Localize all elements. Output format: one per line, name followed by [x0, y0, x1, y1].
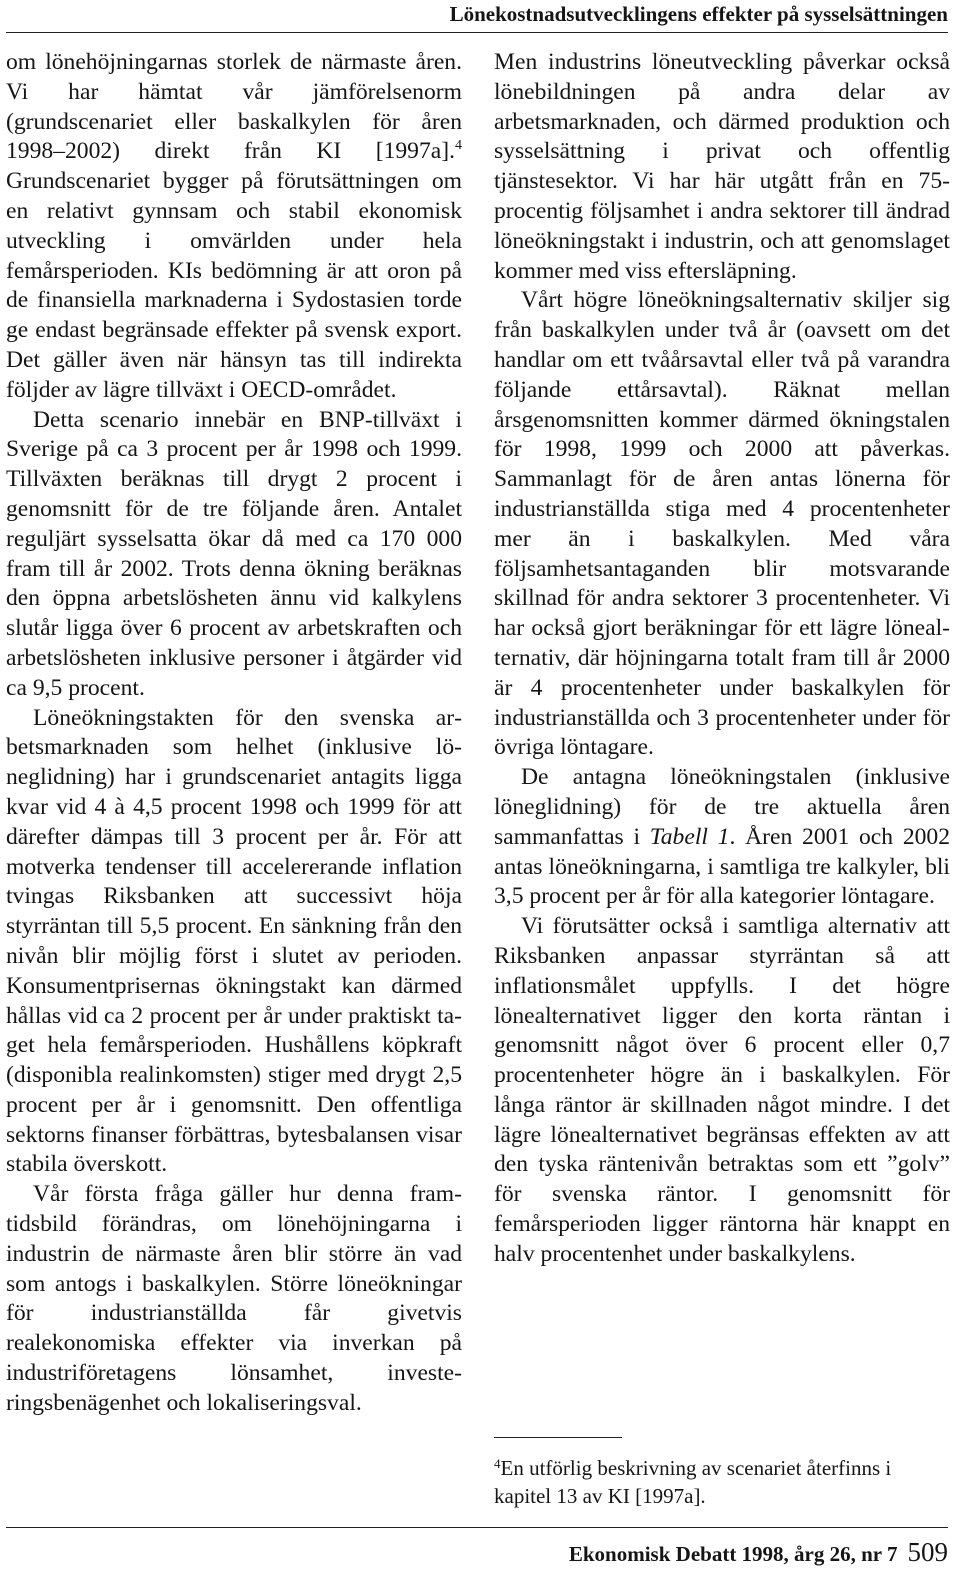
left-paragraph-1	[6, 48, 462, 406]
left-p1-text-start: om lönehöjningarnas storlek de närmaste åren. Vi har hämtat vår jämförelsenorm (grundscenariet eller baskalkylen för åren 1998–2002) direkt från KI [1997a].	[6, 49, 462, 165]
left-column	[6, 48, 462, 1419]
right-p3-text-end: . Åren 2001 och 2002 antas löneökningarna, i samtliga tre kalkyler, bli 3,5 procent per år för alla kategorier löntagare.	[494, 823, 951, 910]
running-header: Lönekostnadsutvecklingens effekter på sysselsättningen	[449, 2, 948, 26]
footnote-marker: 4	[494, 1456, 501, 1471]
left-p1-text-end: Grundscenariet bygger på förutsättningen om en relativt gynnsam och stabil ekonomisk utveckling i omvärlden under hela femårsperioden. KIs bedömning är att oron på de finansiella marknaderna i Sydostasien torde ge endast begränsade effekter på svensk export. Det gäller även när hänsyn tas till indirekta följder av lägre tillväxt i OECD-området.	[6, 168, 462, 403]
right-paragraph-3	[494, 763, 950, 912]
left-paragraph-4: Vår första fråga gäller hur denna framtidsbild förändras, om lönehöjningarna i industrin de närmaste åren blir större än vad som antogs i baskalkylen. Större löneökningar för industrianställda får givetvis realekonomiska effekter via inverkan på industriföretagens lönsamhet, investeringsbenägenhet och lokaliseringsval.	[6, 1181, 462, 1416]
footnote	[494, 1454, 950, 1510]
right-paragraph-4: Vi förutsätter också i samtliga alternativ att Riksbanken anpassar styrräntan så att inflationsmålet uppfylls. I det högre lönealternativet ligger den korta räntan i genomsnitt något över 6 procent eller 0,7 procentenheter högre än i baskalkylen. För långa räntor är skillnaden något mindre. I det lägre lönealternativet begränsas effekten av att den tyska räntenivån betraktas som ett ”golv” för svenska räntor. I genomsnitt för femårsperioden ligger räntorna här knappt en halv procentenhet under baskalkylens.	[494, 913, 950, 1267]
table-reference: Tabell 1	[649, 823, 730, 850]
right-p3-text-start: De antagna löneökningstalen (inklusive löneglidning) för de tre aktuella åren sammanfattas i	[494, 764, 950, 850]
footer-rule	[6, 1527, 948, 1528]
right-column	[494, 48, 950, 1270]
left-paragraph-3: Löneökningstakten för den svenska arbetsmarknaden som helhet (inklusive löneglidning) har i grundscenariet antagits ligga kvar vid 4 à 4,5 procent 1998 och 1999 för att därefter dämpas till 3 procent per år. För att motverka tendenser till accelererande inflation tvingas Riksbanken att successivt höja styrräntan till 5,5 procent. En sänkning från den nivån blir möjlig först i slutet av perioden. Konsumentprisernas ökningstakt kan därmed hållas vid ca 2 procent per år under praktiskt taget hela femårsperioden. Hushållens köpkraft (disponibla realinkomsten) stiger med drygt 2,5 procent per år i genomsnitt. Den offentliga sektorns finanser förbättras, bytesbalansen visar stabila överskott.	[6, 704, 462, 1178]
right-paragraph-1: Men industrins löneutveckling påverkar också lönebildningen på andra delar av arbetsmarknaden, och därmed produktion och sysselsättning i privat och offentlig tjänstesektor. Vi har här utgått från en 75-procentig följsamhet i andra sektorer till ändrad löneökningstakt i industrin, och att genomslaget kommer med viss eftersläpning.	[494, 49, 950, 284]
header-rule	[6, 32, 948, 33]
footnote-rule	[494, 1437, 622, 1438]
journal-citation: Ekonomisk Debatt 1998, årg 26, nr 7	[568, 1542, 898, 1566]
right-paragraph-2: Vårt högre löneökningsalternativ skiljer sig från baskalkylen under två år (oavsett om det handlar om ett tvåårsavtal eller två på varandra följande ettårsavtal). Räknat mellan årsgenomsnitten kommer därmed ökningstalen för 1998, 1999 och 2000 att påverkas. Sammanlagt för de åren antas lönerna för industrianställda stiga med 4 procentenheter mer än i baskalkylen. Med våra följsamhetsantaganden blir motsvarande skillnad för andra sektorer 3 procentenheter. Vi har också gjort beräkningar för ett lägre lönealternativ, där höjningarna totalt fram till år 2000 är 4 procentenheter under baskalkylen för industrianställda och 3 procentenheter under för övriga löntagare.	[494, 287, 950, 761]
page-number: 509	[907, 1537, 948, 1567]
left-paragraph-2: Detta scenario innebär en BNP-tillväxt i Sverige på ca 3 procent per år 1998 och 1999. Tillväxten beräknas till drygt 2 procent i genomsnitt för de tre följande åren. Antalet reguljärt sysselsatta ökar då med ca 170 000 fram till år 2002. Trots denna ökning beräknas den öppna arbetslösheten ännu vid kalkylens slutår ligga över 6 procent av arbetskraften och arbetslösheten inklusive personer i åtgärder vid ca 9,5 procent.	[6, 406, 462, 701]
footnote-reference: 4	[455, 138, 462, 154]
page-footer	[569, 1537, 948, 1568]
footnote-text: En utförlig beskrivning av scenariet återfinns i kapitel 13 av KI [1997a].	[494, 1456, 892, 1508]
